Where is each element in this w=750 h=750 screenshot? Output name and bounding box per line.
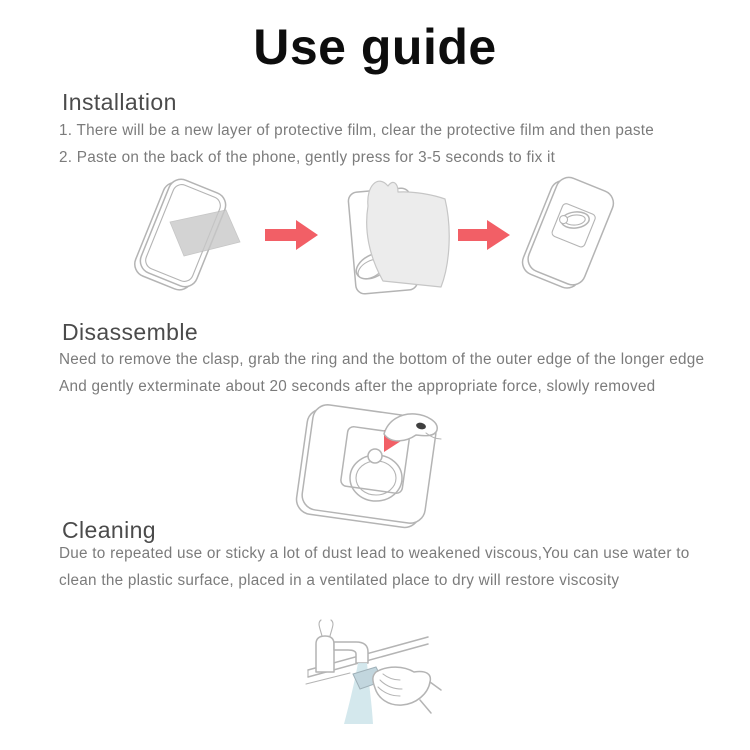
phone-with-film-icon [131,174,240,295]
installation-step-2: 2. Paste on the back of the phone, gently press for 3-5 seconds to fix it [59,149,556,166]
arrow-right-icon [458,220,510,250]
cleaning-line-1: Due to repeated use or sticky a lot of dust lead to weakened viscous,You can use water to [59,545,690,562]
pull-ring-holder-icon [295,402,441,530]
peel-film-icon [348,181,450,294]
installation-steps-illustration [0,170,750,305]
phone-with-ring-icon [519,172,618,293]
disassemble-illustration [280,400,480,535]
cleaning-illustration [280,610,490,750]
arrow-right-icon [265,220,318,250]
cleaning-line-2: clean the plastic surface, placed in a ventilated place to dry will restore viscosity [59,572,620,589]
disassemble-heading: Disassemble [62,319,199,345]
page-title: Use guide [253,19,497,75]
peeling-film-sheet [367,181,450,287]
hand-icon [373,667,441,713]
cleaning-heading: Cleaning [62,517,156,543]
installation-heading: Installation [62,89,177,115]
disassemble-line-2: And gently exterminate about 20 seconds after the appropriate force, slowly removed [59,378,656,395]
rinse-under-faucet-icon [306,620,441,724]
installation-step-1: 1. There will be a new layer of protective film, clear the protective film and then paste [59,122,655,139]
disassemble-line-1: Need to remove the clasp, grab the ring and the bottom of the outer edge of the longer edge [59,351,705,368]
